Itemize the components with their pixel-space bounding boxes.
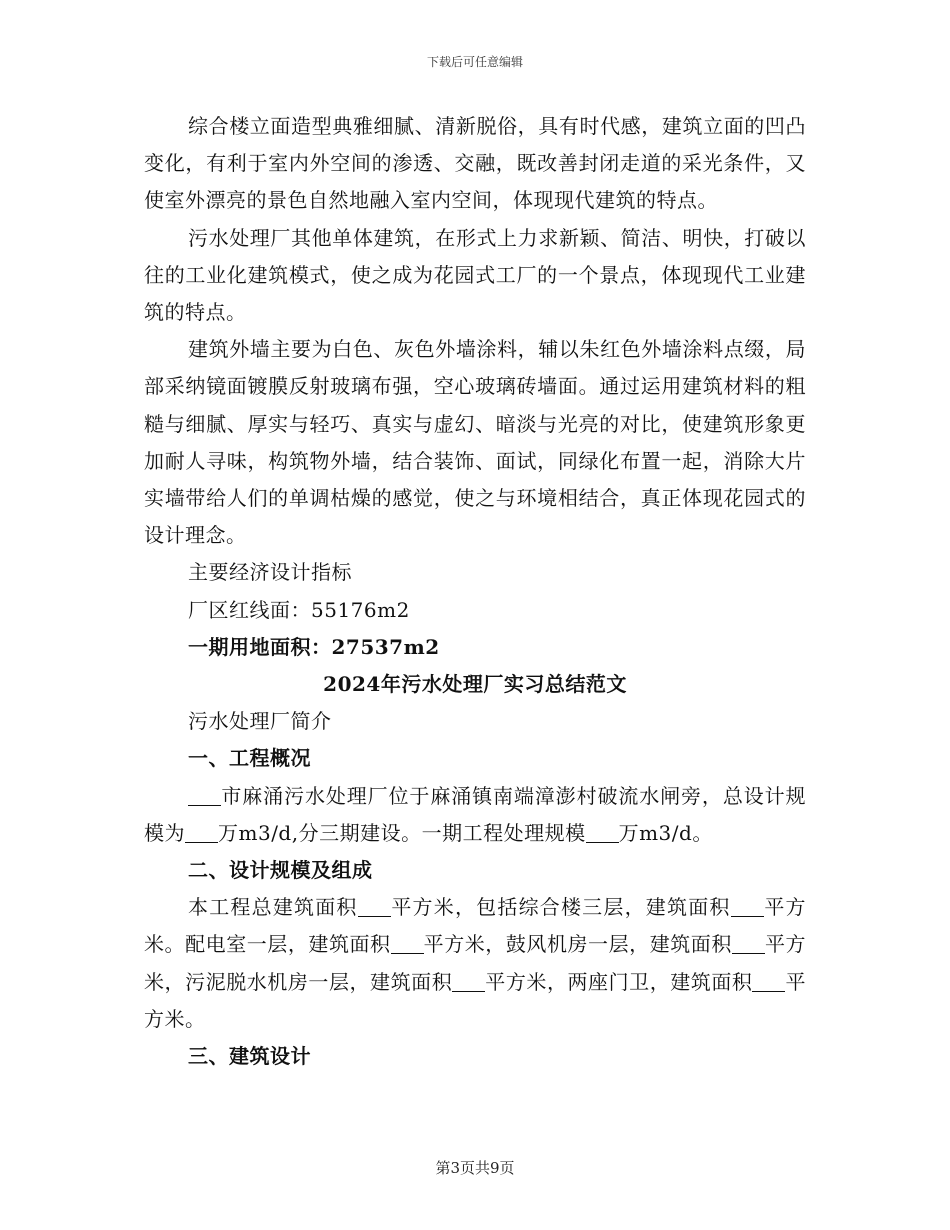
text-run: 平方米，污泥脱水机房一层，建筑面积	[144, 932, 807, 994]
paragraph-facade: 综合楼立面造型典雅细腻、清新脱俗，具有时代感，建筑立面的凹凸变化，有利于室内外空间的渗透、交融，既改善封闭走道的采光条件，又使室外漂亮的景色自然地融入室内空间，体现现代建筑的特点。	[144, 114, 806, 213]
blank-line	[731, 896, 764, 917]
blank-line	[185, 822, 218, 843]
section-heading-scale: 二、设计规模及组成	[188, 858, 373, 883]
text-run: 市麻涌污水处理厂位于麻涌镇南端漳澎村破流水闸旁，总设计规模为	[144, 783, 806, 845]
paragraph-red-line-area: 厂区红线面：55176m2	[188, 597, 410, 622]
blank-line	[358, 896, 391, 917]
document-title: 2024年污水处理厂实习总结范文	[323, 672, 627, 697]
blank-line	[586, 822, 619, 843]
paragraph-scale	[144, 889, 806, 1038]
paragraph-overview	[144, 778, 806, 852]
blank-line	[391, 933, 424, 954]
section-heading-architecture: 三、建筑设计	[188, 1044, 311, 1069]
page-footer: 第3页共9页	[435, 1159, 515, 1177]
text-run: 平方米。	[144, 969, 807, 1031]
blank-line	[732, 933, 765, 954]
blank-line	[752, 971, 785, 992]
text-run: 平方米，两座门卫，建筑面积	[485, 969, 753, 994]
section-heading-overview: 一、工程概况	[188, 746, 311, 771]
page-header-note: 下载后可任意编辑	[426, 55, 523, 69]
text-run: 本工程总建筑面积	[188, 895, 358, 920]
document-body	[144, 108, 806, 1075]
paragraph-phase-one-land: 一期用地面积：27537m2	[188, 634, 440, 659]
blank-line	[452, 971, 485, 992]
blank-line	[188, 785, 221, 806]
text-run: 万m3/d。	[618, 820, 713, 845]
paragraph-plant-intro: 污水处理厂简介	[188, 709, 332, 734]
paragraph-other-buildings: 污水处理厂其他单体建筑，在形式上力求新颖、简洁、明快，打破以往的工业化建筑模式，使之成为花园式工厂的一个景点，体现现代工业建筑的特点。	[144, 225, 806, 325]
text-run: 平方米，包括综合楼三层，建筑面积	[390, 895, 731, 920]
paragraph-indicators-heading: 主要经济设计指标	[188, 560, 352, 585]
text-run: 平方米。配电室一层，建筑面积	[144, 895, 807, 957]
text-run: 平方米，鼓风机房一层，建筑面积	[423, 932, 732, 957]
text-run: 万m3/d,分三期建设。一期工程处理规模	[218, 820, 586, 845]
paragraph-exterior-walls: 建筑外墙主要为白色、灰色外墙涂料，辅以朱红色外墙涂料点缀，局部采纳镜面镀膜反射玻璃布强，空心玻璃砖墙面。通过运用建筑材料的粗糙与细腻、厚实与轻巧、真实与虚幻、暗淡与光亮的对比，使建筑形象更加耐人寻味，构筑物外墙，结合装饰、面试，同绿化布置一起，消除大片实墙带给人们的单调枯燥的感觉，使之与环境相结合，真正体现花园式的设计理念。	[144, 337, 806, 548]
